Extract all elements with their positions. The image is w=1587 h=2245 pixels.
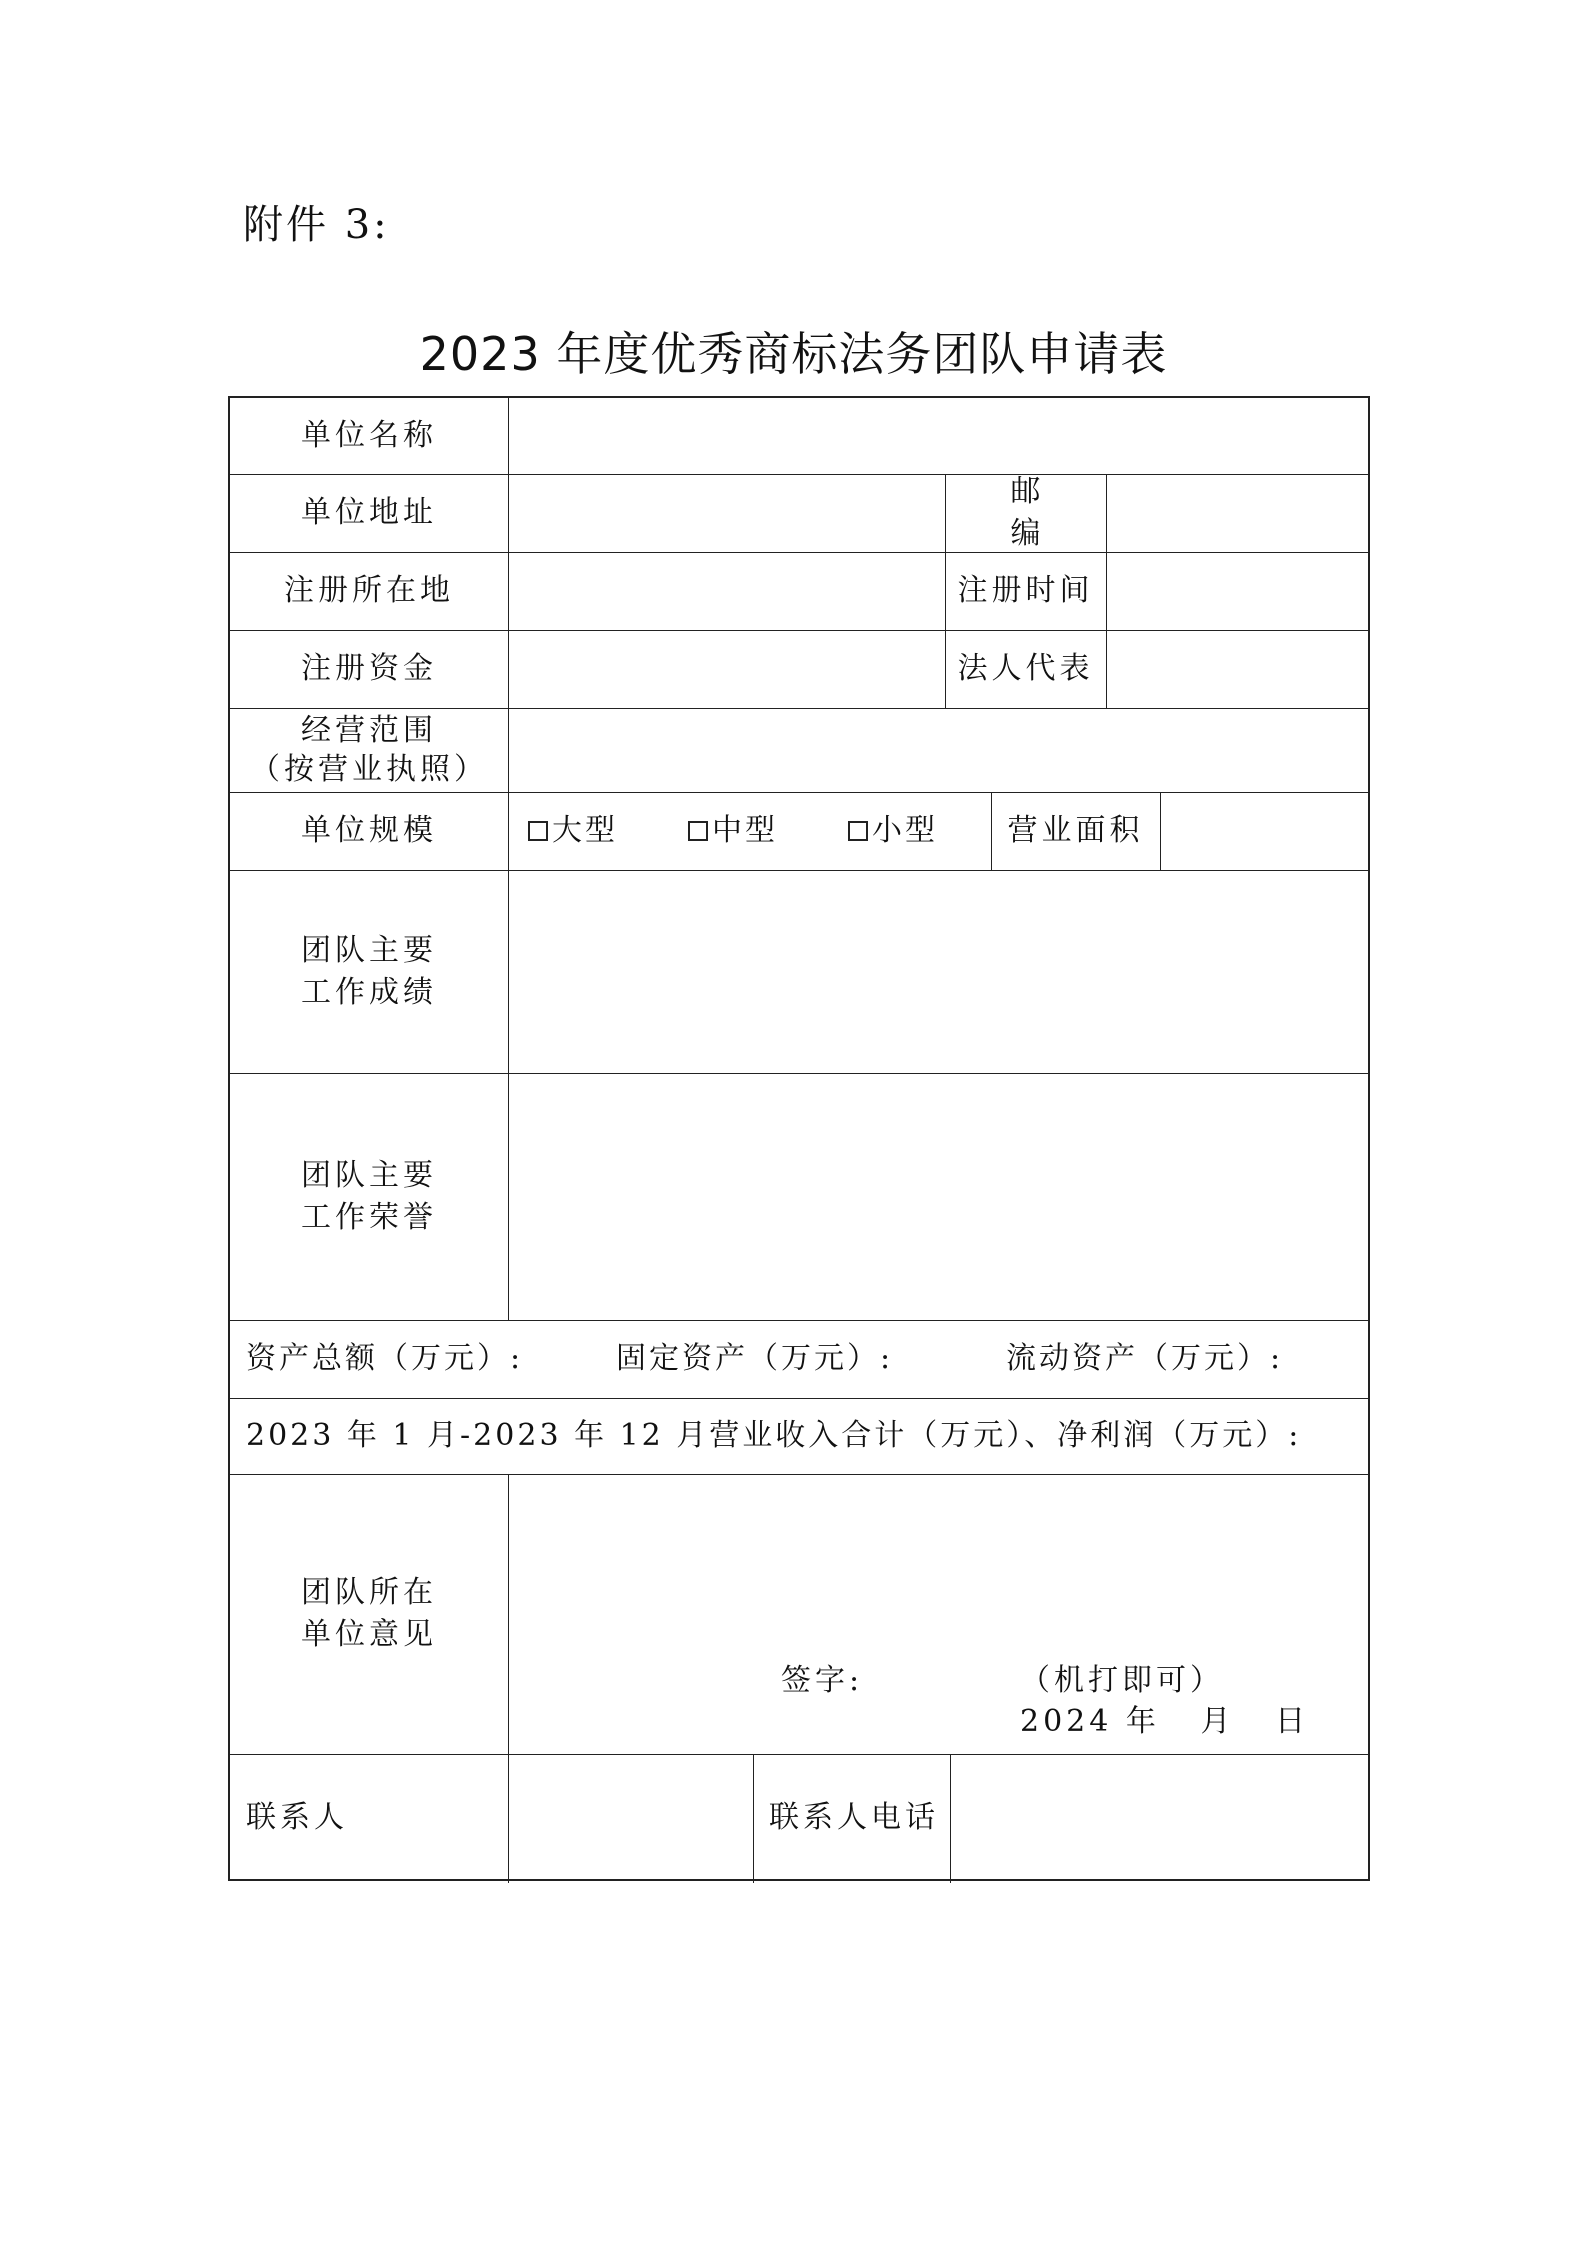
attachment-label: 附件 3: xyxy=(243,202,390,248)
unit-address-field[interactable] xyxy=(510,474,945,552)
achievements-label xyxy=(230,870,508,1073)
scale-option-small[interactable]: 小型 xyxy=(848,810,938,852)
date-line: 2024 年 月 日 xyxy=(1020,1704,1310,1739)
checkbox-icon xyxy=(528,821,548,841)
column-divider xyxy=(508,398,509,1320)
honors-label-line2: 工作荣誉 xyxy=(301,1199,437,1235)
total-assets-label: 资产总额（万元）: xyxy=(246,1341,524,1376)
checkbox-icon xyxy=(848,821,868,841)
reg-time-field[interactable] xyxy=(1108,552,1370,630)
unit-scale-options xyxy=(510,792,991,870)
achievements-field[interactable] xyxy=(510,870,1370,1073)
biz-scope-label-line2: （按营业执照） xyxy=(250,752,488,787)
column-divider xyxy=(1160,792,1161,870)
unit-scale-label: 单位规模 xyxy=(301,813,437,848)
opinion-label-line1: 团队所在 xyxy=(301,1575,437,1610)
biz-scope-label xyxy=(230,708,508,792)
contact-phone-field[interactable] xyxy=(952,1754,1370,1881)
reg-location-label: 注册所在地 xyxy=(284,573,454,608)
contact-phone-label: 联系人电话 xyxy=(769,1799,939,1835)
application-form-table xyxy=(228,396,1370,1881)
honors-label-line1: 团队主要 xyxy=(301,1157,437,1193)
column-divider xyxy=(950,1754,951,1883)
unit-name-label: 单位名称 xyxy=(301,418,437,453)
revenue-row[interactable] xyxy=(230,1398,1370,1474)
contact-label: 联系人 xyxy=(246,1799,348,1835)
column-divider xyxy=(508,1474,509,1883)
reg-location-field[interactable] xyxy=(510,552,945,630)
reg-time-label: 注册时间 xyxy=(957,573,1094,608)
scale-option-large[interactable]: 大型 xyxy=(528,810,618,852)
contact-field[interactable] xyxy=(510,1754,753,1881)
scale-option-medium[interactable]: 中型 xyxy=(688,810,778,852)
achievements-label-line1: 团队主要 xyxy=(301,932,437,968)
biz-scope-field[interactable] xyxy=(510,708,1370,792)
legal-rep-field[interactable] xyxy=(1108,630,1370,708)
biz-area-field[interactable] xyxy=(1162,792,1370,870)
column-divider xyxy=(1106,474,1107,708)
current-assets-label: 流动资产（万元）: xyxy=(1006,1341,1284,1376)
assets-row[interactable] xyxy=(230,1320,1370,1398)
achievements-label-line2: 工作成绩 xyxy=(301,974,437,1010)
machine-print-note: （机打即可） xyxy=(1020,1663,1224,1698)
biz-area-label: 营业面积 xyxy=(1007,813,1144,848)
biz-scope-label-line1: 经营范围 xyxy=(301,713,437,748)
reg-capital-label: 注册资金 xyxy=(301,651,437,686)
opinion-label xyxy=(230,1474,508,1754)
postcode-label: 邮 编 xyxy=(1010,474,1083,551)
postcode-field[interactable] xyxy=(1108,474,1370,552)
honors-label xyxy=(230,1073,508,1320)
revenue-label: 2023 年 1 月-2023 年 12 月营业收入合计（万元）、净利润（万元）: xyxy=(246,1418,1302,1453)
reg-capital-field[interactable] xyxy=(510,630,945,708)
checkbox-icon xyxy=(688,821,708,841)
fixed-assets-label: 固定资产（万元）: xyxy=(616,1341,894,1376)
page-title: 2023 年度优秀商标法务团队申请表 xyxy=(419,327,1168,381)
unit-address-label: 单位地址 xyxy=(301,495,437,530)
unit-name-field[interactable] xyxy=(510,398,1370,474)
signature-label: 签字: xyxy=(781,1663,864,1698)
legal-rep-label: 法人代表 xyxy=(957,651,1094,686)
opinion-label-line2: 单位意见 xyxy=(301,1617,437,1652)
honors-field[interactable] xyxy=(510,1073,1370,1320)
column-divider xyxy=(753,1754,754,1883)
